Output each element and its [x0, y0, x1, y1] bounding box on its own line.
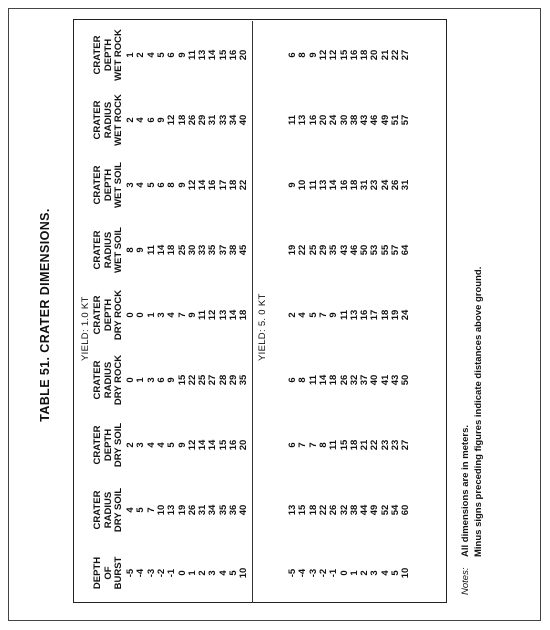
cell-crater-radius-wet-soil: 64 — [400, 244, 412, 256]
cell-crater-radius-dry-rock: 1 — [135, 377, 147, 383]
cell-crater-depth-dry-soil: 12 — [186, 439, 198, 451]
cell-crater-radius-dry-soil: 10 — [155, 504, 167, 516]
notes — [460, 267, 485, 595]
cell-crater-radius-dry-rock: 8 — [297, 377, 309, 383]
cell-crater-depth-wet-soil: 3 — [125, 182, 136, 188]
cell-crater-depth-dry-rock: 11 — [197, 309, 209, 321]
cell-crater-depth-dry-rock: 7 — [317, 312, 329, 318]
cell-crater-depth-wet-soil: 5 — [145, 182, 157, 188]
cell-crater-depth-wet-rock: 6 — [166, 52, 178, 58]
notes-text-2: Minus signs preceding figures indicate distances above ground. — [472, 266, 484, 557]
cell-crater-depth-dry-soil: 15 — [338, 439, 350, 451]
cell-crater-depth-dry-soil: 7 — [307, 442, 319, 448]
cell-crater-radius-wet-soil: 46 — [348, 244, 360, 256]
rotated-document — [25, 15, 525, 615]
cell-crater-radius-wet-rock: 51 — [390, 114, 401, 126]
cell-crater-depth-dry-rock: 7 — [176, 312, 188, 318]
cell-crater-depth-dry-rock: 0 — [135, 312, 147, 318]
cell-depth-of-burst: -2 — [317, 568, 329, 578]
cell-crater-radius-wet-soil: 25 — [307, 244, 319, 256]
header-crater-radius-wet-soil: CRATER RADIUS WET SOIL — [92, 227, 124, 273]
header-crater-radius-dry-rock: CRATER RADIUS DRY ROCK — [92, 354, 124, 406]
header-crater-radius-dry-soil: CRATER RADIUS DRY SOIL — [92, 487, 124, 533]
cell-depth-of-burst: 4 — [217, 570, 229, 576]
cell-depth-of-burst: -3 — [145, 568, 157, 578]
cell-crater-radius-dry-soil: 31 — [197, 504, 209, 516]
cell-depth-of-burst: 0 — [176, 570, 188, 576]
cell-crater-radius-dry-soil: 32 — [338, 504, 350, 516]
cell-crater-depth-dry-rock: 5 — [307, 312, 319, 318]
cell-crater-depth-dry-rock: 0 — [125, 312, 136, 318]
cell-crater-depth-wet-rock: 8 — [297, 52, 309, 58]
cell-depth-of-burst: 5 — [228, 570, 239, 576]
cell-crater-radius-wet-soil: 33 — [197, 244, 209, 256]
cell-crater-depth-wet-soil: 9 — [287, 182, 298, 188]
cell-crater-radius-wet-soil: 35 — [328, 244, 340, 256]
cell-crater-depth-wet-soil: 6 — [155, 182, 167, 188]
cell-crater-radius-dry-rock: 6 — [287, 377, 298, 383]
cell-crater-radius-wet-rock: 31 — [207, 114, 219, 126]
cell-crater-depth-dry-soil: 5 — [166, 442, 178, 448]
cell-crater-depth-dry-soil: 4 — [145, 442, 157, 448]
cell-depth-of-burst: -3 — [307, 568, 319, 578]
cell-crater-depth-dry-soil: 21 — [359, 439, 371, 451]
cell-depth-of-burst: -1 — [166, 568, 178, 578]
cell-crater-radius-wet-rock: 9 — [155, 117, 167, 123]
cell-crater-radius-dry-soil: 60 — [400, 504, 412, 516]
cell-crater-depth-wet-soil: 24 — [379, 179, 391, 191]
cell-crater-depth-wet-rock: 13 — [197, 49, 209, 61]
cell-crater-radius-dry-rock: 29 — [228, 374, 239, 386]
cell-crater-depth-wet-rock: 5 — [155, 52, 167, 58]
cell-crater-radius-wet-rock: 38 — [348, 114, 360, 126]
cell-crater-radius-wet-rock: 12 — [166, 114, 178, 126]
cell-crater-radius-dry-soil: 40 — [238, 504, 250, 516]
cell-depth-of-burst: 0 — [338, 570, 350, 576]
cell-crater-radius-dry-rock: 28 — [217, 374, 229, 386]
cell-crater-radius-wet-soil: 50 — [359, 244, 371, 256]
cell-crater-depth-dry-rock: 13 — [348, 309, 360, 321]
cell-crater-depth-dry-rock: 14 — [228, 309, 239, 321]
cell-crater-depth-dry-rock: 11 — [338, 309, 350, 321]
cell-crater-depth-wet-soil: 31 — [400, 179, 412, 191]
cell-crater-depth-wet-soil: 18 — [348, 179, 360, 191]
cell-crater-depth-wet-soil: 18 — [228, 179, 239, 191]
cell-crater-radius-wet-rock: 6 — [145, 117, 157, 123]
cell-crater-radius-wet-rock: 29 — [197, 114, 209, 126]
cell-crater-radius-wet-soil: 37 — [217, 244, 229, 256]
notes-label: Notes: — [460, 567, 471, 595]
cell-crater-radius-wet-soil: 35 — [207, 244, 219, 256]
cell-crater-depth-dry-soil: 16 — [228, 439, 239, 451]
cell-crater-radius-dry-soil: 15 — [297, 504, 309, 516]
cell-crater-depth-dry-soil: 11 — [328, 439, 340, 451]
cell-crater-radius-dry-rock: 9 — [166, 377, 178, 383]
cell-crater-depth-dry-rock: 4 — [166, 312, 178, 318]
cell-crater-depth-wet-rock: 27 — [400, 49, 412, 61]
notes-line-2 — [473, 267, 486, 595]
cell-crater-radius-dry-soil: 5 — [135, 507, 147, 513]
yield-label-1: YIELD: 1.0 KT — [80, 296, 91, 361]
cell-crater-depth-wet-soil: 14 — [328, 179, 340, 191]
yield-label-2: YIELD: 5. 0 KT — [257, 293, 268, 361]
cell-crater-depth-wet-soil: 17 — [217, 179, 229, 191]
cell-depth-of-burst: -2 — [155, 568, 167, 578]
header-crater-depth-wet-rock: CRATER DEPTH WET ROCK — [92, 29, 124, 81]
cell-crater-radius-dry-rock: 25 — [197, 374, 209, 386]
cell-crater-radius-wet-soil: 43 — [338, 244, 350, 256]
cell-depth-of-burst: 4 — [379, 570, 391, 576]
cell-depth-of-burst: 10 — [238, 567, 250, 579]
cell-crater-radius-dry-rock: 22 — [186, 374, 198, 386]
cell-depth-of-burst: 2 — [197, 570, 209, 576]
cell-depth-of-burst: -4 — [297, 568, 309, 578]
cell-crater-radius-dry-rock: 41 — [379, 374, 391, 386]
cell-depth-of-burst: 3 — [369, 570, 381, 576]
cell-crater-radius-dry-soil: 13 — [166, 504, 178, 516]
cell-crater-radius-dry-rock: 26 — [338, 374, 350, 386]
cell-depth-of-burst: -5 — [287, 568, 298, 578]
cell-depth-of-burst: -4 — [135, 568, 147, 578]
cell-depth-of-burst: 10 — [400, 567, 412, 579]
cell-crater-depth-dry-soil: 27 — [400, 439, 412, 451]
cell-crater-radius-wet-rock: 13 — [297, 114, 309, 126]
cell-crater-radius-wet-rock: 16 — [307, 114, 319, 126]
cell-crater-depth-dry-rock: 9 — [186, 312, 198, 318]
cell-depth-of-burst: 2 — [359, 570, 371, 576]
cell-crater-radius-wet-rock: 4 — [135, 117, 147, 123]
cell-crater-radius-wet-soil: 29 — [317, 244, 329, 256]
cell-crater-radius-dry-soil: 22 — [317, 504, 329, 516]
cell-crater-depth-wet-rock: 22 — [390, 49, 401, 61]
cell-crater-radius-dry-soil: 54 — [390, 504, 401, 516]
cell-crater-depth-wet-rock: 18 — [359, 49, 371, 61]
cell-crater-depth-dry-rock: 13 — [217, 309, 229, 321]
cell-depth-of-burst: -1 — [328, 568, 340, 578]
cell-crater-radius-dry-soil: 44 — [359, 504, 371, 516]
cell-crater-depth-wet-rock: 20 — [369, 49, 381, 61]
cell-crater-depth-wet-rock: 14 — [207, 49, 219, 61]
cell-crater-depth-dry-rock: 18 — [379, 309, 391, 321]
cell-crater-radius-dry-soil: 34 — [207, 504, 219, 516]
cell-crater-radius-wet-rock: 30 — [338, 114, 350, 126]
cell-crater-radius-wet-soil: 8 — [125, 247, 136, 253]
cell-crater-depth-dry-soil: 7 — [297, 442, 309, 448]
cell-crater-radius-dry-soil: 19 — [176, 504, 188, 516]
header-depth-of-burst: DEPTH OF BURST — [92, 556, 124, 590]
cell-crater-radius-wet-soil: 9 — [135, 247, 147, 253]
cell-crater-radius-wet-rock: 11 — [287, 114, 298, 126]
cell-crater-depth-dry-soil: 22 — [369, 439, 381, 451]
cell-crater-depth-wet-rock: 12 — [317, 49, 329, 61]
cell-crater-radius-dry-rock: 18 — [328, 374, 340, 386]
cell-crater-radius-wet-soil: 38 — [228, 244, 239, 256]
cell-crater-depth-wet-soil: 26 — [390, 179, 401, 191]
cell-crater-depth-dry-rock: 12 — [207, 309, 219, 321]
cell-crater-radius-wet-soil: 19 — [287, 244, 298, 256]
cell-crater-radius-wet-rock: 34 — [228, 114, 239, 126]
cell-crater-depth-dry-soil: 20 — [238, 439, 250, 451]
header-crater-depth-wet-soil: CRATER DEPTH WET SOIL — [92, 162, 124, 208]
cell-crater-radius-wet-soil: 25 — [176, 244, 188, 256]
cell-crater-depth-dry-soil: 6 — [287, 442, 298, 448]
notes-text-1: All dimensions are in meters. — [460, 425, 471, 557]
cell-crater-depth-wet-rock: 6 — [287, 52, 298, 58]
cell-crater-radius-dry-soil: 52 — [379, 504, 391, 516]
cell-crater-radius-dry-rock: 50 — [400, 374, 412, 386]
cell-crater-depth-wet-soil: 10 — [297, 179, 309, 191]
cell-crater-depth-wet-rock: 16 — [348, 49, 360, 61]
cell-crater-radius-dry-soil: 49 — [369, 504, 381, 516]
cell-crater-depth-dry-soil: 23 — [390, 439, 401, 451]
cell-crater-depth-wet-rock: 20 — [238, 49, 250, 61]
cell-crater-depth-dry-soil: 3 — [135, 442, 147, 448]
cell-crater-radius-dry-rock: 43 — [390, 374, 401, 386]
cell-crater-radius-wet-soil: 18 — [166, 244, 178, 256]
cell-crater-radius-dry-rock: 32 — [348, 374, 360, 386]
cell-crater-radius-wet-rock: 43 — [359, 114, 371, 126]
cell-crater-radius-wet-soil: 22 — [297, 244, 309, 256]
cell-crater-depth-wet-rock: 9 — [307, 52, 319, 58]
cell-crater-depth-dry-rock: 16 — [359, 309, 371, 321]
cell-crater-radius-dry-rock: 3 — [145, 377, 157, 383]
cell-crater-depth-dry-soil: 9 — [176, 442, 188, 448]
cell-crater-depth-dry-soil: 14 — [207, 439, 219, 451]
cell-crater-radius-dry-rock: 15 — [176, 374, 188, 386]
cell-crater-depth-dry-rock: 4 — [297, 312, 309, 318]
cell-crater-depth-dry-soil: 2 — [125, 442, 136, 448]
cell-crater-radius-wet-rock: 26 — [186, 114, 198, 126]
cell-crater-depth-wet-rock: 11 — [186, 49, 198, 61]
cell-depth-of-burst: 1 — [186, 570, 198, 576]
header-crater-depth-dry-rock: CRATER DEPTH DRY ROCK — [92, 289, 124, 341]
cell-crater-radius-wet-rock: 49 — [379, 114, 391, 126]
notes-line-1 — [460, 267, 473, 595]
cell-crater-radius-dry-rock: 35 — [238, 374, 250, 386]
cell-crater-depth-dry-rock: 24 — [400, 309, 412, 321]
cell-crater-radius-wet-soil: 55 — [379, 244, 391, 256]
table-title: TABLE 51. CRATER DIMENSIONS. — [38, 208, 52, 422]
cell-crater-depth-dry-soil: 18 — [348, 439, 360, 451]
cell-crater-radius-wet-soil: 14 — [155, 244, 167, 256]
cell-crater-depth-wet-soil: 13 — [317, 179, 329, 191]
cell-crater-radius-dry-rock: 11 — [307, 374, 319, 386]
cell-crater-radius-dry-rock: 14 — [317, 374, 329, 386]
cell-crater-radius-wet-soil: 53 — [369, 244, 381, 256]
cell-crater-radius-wet-rock: 2 — [125, 117, 136, 123]
cell-crater-radius-wet-soil: 11 — [145, 244, 157, 256]
table-row — [238, 23, 249, 603]
cell-depth-of-burst: 1 — [348, 570, 360, 576]
cell-crater-depth-wet-soil: 8 — [166, 182, 178, 188]
cell-crater-depth-wet-rock: 1 — [125, 52, 136, 58]
cell-crater-depth-wet-rock: 9 — [176, 52, 188, 58]
header-crater-depth-dry-soil: CRATER DEPTH DRY SOIL — [92, 422, 124, 468]
cell-crater-depth-wet-soil: 12 — [186, 179, 198, 191]
cell-crater-depth-wet-soil: 9 — [176, 182, 188, 188]
cell-crater-depth-dry-soil: 8 — [317, 442, 329, 448]
cell-crater-depth-wet-rock: 21 — [379, 49, 391, 61]
cell-crater-radius-dry-rock: 6 — [155, 377, 167, 383]
cell-depth-of-burst: 3 — [207, 570, 219, 576]
cell-crater-radius-dry-rock: 40 — [369, 374, 381, 386]
cell-crater-depth-dry-rock: 9 — [328, 312, 340, 318]
cell-crater-depth-wet-soil: 16 — [338, 179, 350, 191]
cell-crater-depth-wet-rock: 2 — [135, 52, 147, 58]
cell-crater-radius-dry-rock: 37 — [359, 374, 371, 386]
cell-crater-radius-dry-soil: 7 — [145, 507, 157, 513]
section-divider — [252, 21, 253, 603]
cell-crater-radius-wet-rock: 46 — [369, 114, 381, 126]
cell-crater-depth-wet-soil: 14 — [197, 179, 209, 191]
cell-crater-radius-wet-rock: 18 — [176, 114, 188, 126]
cell-crater-radius-wet-soil: 45 — [238, 244, 250, 256]
header-crater-radius-wet-rock: CRATER RADIUS WET ROCK — [92, 94, 124, 146]
cell-crater-depth-wet-soil: 4 — [135, 182, 147, 188]
cell-crater-depth-wet-rock: 15 — [338, 49, 350, 61]
cell-crater-depth-wet-soil: 23 — [369, 179, 381, 191]
cell-crater-depth-dry-soil: 4 — [155, 442, 167, 448]
cell-crater-radius-wet-rock: 24 — [328, 114, 340, 126]
cell-crater-depth-wet-soil: 16 — [207, 179, 219, 191]
cell-crater-radius-dry-soil: 4 — [125, 507, 136, 513]
cell-crater-depth-dry-soil: 14 — [197, 439, 209, 451]
cell-crater-radius-wet-rock: 57 — [400, 114, 412, 126]
cell-crater-depth-dry-rock: 18 — [238, 309, 250, 321]
cell-crater-depth-dry-rock: 19 — [390, 309, 401, 321]
cell-crater-radius-dry-soil: 26 — [328, 504, 340, 516]
cell-crater-radius-wet-rock: 40 — [238, 114, 250, 126]
cell-crater-radius-dry-rock: 0 — [125, 377, 136, 383]
table-row — [400, 23, 411, 603]
cell-crater-depth-wet-soil: 11 — [307, 179, 319, 191]
cell-crater-depth-wet-rock: 15 — [217, 49, 229, 61]
cell-crater-depth-dry-soil: 23 — [379, 439, 391, 451]
cell-crater-depth-wet-soil: 31 — [359, 179, 371, 191]
cell-crater-depth-wet-rock: 16 — [228, 49, 239, 61]
cell-crater-radius-dry-soil: 38 — [348, 504, 360, 516]
cell-crater-radius-dry-rock: 27 — [207, 374, 219, 386]
cell-crater-radius-wet-soil: 57 — [390, 244, 401, 256]
cell-crater-depth-dry-rock: 17 — [369, 309, 381, 321]
cell-crater-depth-wet-rock: 4 — [145, 52, 157, 58]
cell-crater-radius-dry-soil: 36 — [228, 504, 239, 516]
cell-crater-depth-dry-rock: 2 — [287, 312, 298, 318]
cell-crater-radius-dry-soil: 18 — [307, 504, 319, 516]
cell-depth-of-burst: 5 — [390, 570, 401, 576]
cell-crater-depth-wet-soil: 22 — [238, 179, 250, 191]
cell-crater-depth-wet-rock: 12 — [328, 49, 340, 61]
cell-crater-radius-wet-rock: 20 — [317, 114, 329, 126]
cell-crater-depth-dry-soil: 15 — [217, 439, 229, 451]
cell-crater-depth-dry-rock: 1 — [145, 312, 157, 318]
cell-crater-radius-dry-soil: 35 — [217, 504, 229, 516]
cell-crater-radius-wet-soil: 30 — [186, 244, 198, 256]
cell-crater-radius-dry-soil: 13 — [287, 504, 298, 516]
cell-depth-of-burst: -5 — [125, 568, 136, 578]
cell-crater-depth-dry-rock: 3 — [155, 312, 167, 318]
cell-crater-radius-wet-rock: 33 — [217, 114, 229, 126]
cell-crater-radius-dry-soil: 26 — [186, 504, 198, 516]
